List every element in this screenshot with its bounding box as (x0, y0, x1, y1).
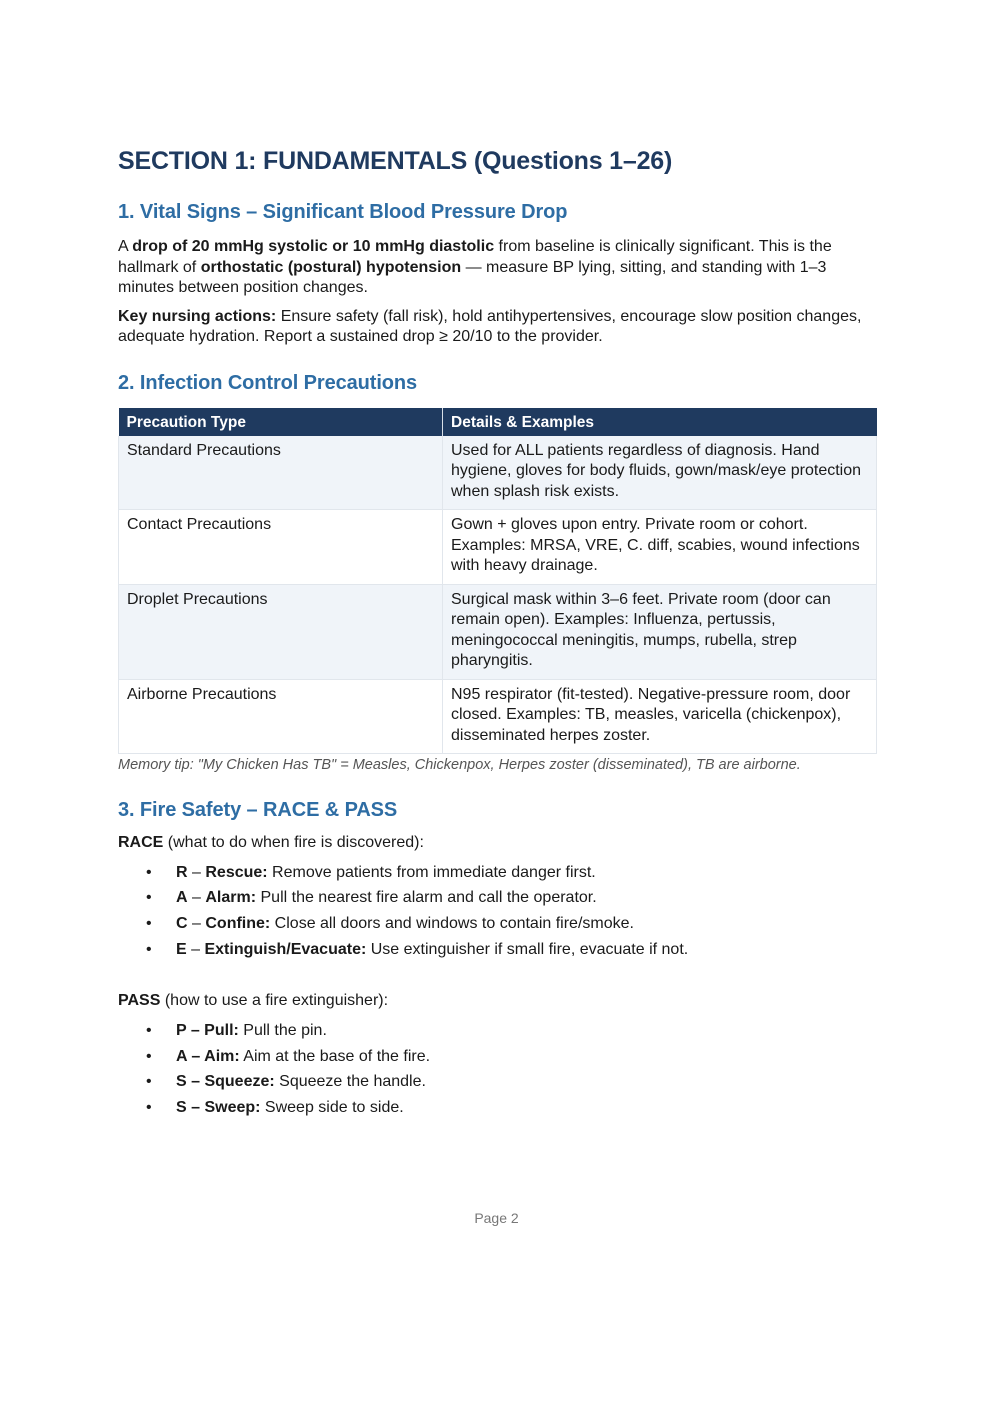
pass-term: S – Sweep: (176, 1098, 261, 1116)
text: A (118, 238, 133, 255)
race-letter: A (176, 889, 188, 907)
list-item (118, 937, 878, 963)
pass-label: PASS (118, 992, 161, 1010)
pass-list (118, 1018, 878, 1121)
pass-text: Sweep side to side. (260, 1098, 404, 1116)
pass-intro (118, 991, 878, 1012)
table-header-row (119, 408, 877, 436)
list-item (118, 860, 878, 886)
text: from baseline is clinically significant. This is the hallmark of (118, 238, 832, 276)
text: Ensure safety (fall risk), hold antihypertensives, encourage slow position changes, adequate hydration. Report a sustained drop ≥ 20/10 to the provider. (118, 307, 862, 345)
separator: – (186, 940, 205, 958)
race-list (118, 860, 878, 963)
list-item (118, 911, 878, 937)
race-text: Pull the nearest fire alarm and call the operator. (256, 889, 597, 907)
list-item (118, 1069, 878, 1095)
vital-signs-paragraph (118, 237, 878, 299)
race-letter: E (176, 940, 187, 958)
text: — measure BP lying, sitting, and standing with 1–3 minutes between position changes. (118, 258, 827, 296)
fire-safety-heading: 3. Fire Safety – RACE & PASS (118, 799, 398, 821)
race-text: Remove patients from immediate danger first. (267, 863, 596, 881)
pass-term: S – Squeeze: (176, 1073, 275, 1091)
precaution-type-cell: Droplet Precautions (119, 584, 443, 679)
key-nursing-actions-paragraph (118, 307, 878, 348)
memory-tip: Memory tip: "My Chicken Has TB" = Measles, Chickenpox, Herpes zoster (disseminated), TB are airborne. (118, 757, 801, 773)
list-item (118, 1095, 878, 1121)
bold-text: drop of 20 mmHg systolic or 10 mmHg diastolic (132, 238, 495, 255)
race-text: Use extinguisher if small fire, evacuate if not. (366, 940, 689, 958)
section-title: SECTION 1: FUNDAMENTALS (Questions 1–26) (118, 147, 673, 175)
bullet-icon: • (146, 1047, 152, 1065)
race-text: Close all doors and windows to contain fire/smoke. (270, 914, 634, 932)
separator: – (187, 863, 206, 881)
pass-text: Squeeze the handle. (274, 1073, 426, 1091)
pass-text: Aim at the base of the fire. (239, 1047, 431, 1065)
race-letter: C (176, 914, 188, 932)
bullet-icon: • (146, 940, 152, 958)
header-details-examples: Details & Examples (443, 408, 877, 436)
race-term: Confine: (205, 914, 271, 932)
race-term: Extinguish/Evacuate: (204, 940, 367, 958)
table-row (119, 436, 877, 510)
precaution-details-cell: N95 respirator (fit-tested). Negative-pressure room, door closed. Examples: TB, measles, varicella (chickenpox), disseminated herpes zoster. (443, 679, 877, 754)
page-content (118, 146, 878, 1121)
vital-signs-heading: 1. Vital Signs – Significant Blood Pressure Drop (118, 201, 568, 223)
bullet-icon: • (146, 1021, 152, 1039)
bullet-icon: • (146, 1098, 152, 1116)
race-term: Rescue: (205, 863, 268, 881)
list-item (118, 1018, 878, 1044)
bullet-icon: • (146, 914, 152, 932)
pass-text: Pull the pin. (238, 1021, 327, 1039)
bold-text: orthostatic (postural) hypotension (200, 258, 462, 276)
list-item (118, 1044, 878, 1070)
bullet-icon: • (146, 863, 152, 881)
precaution-type-cell: Contact Precautions (119, 510, 443, 585)
race-letter: R (176, 863, 188, 881)
table-row (119, 510, 877, 585)
precautions-table (118, 408, 877, 755)
pass-description: (how to use a fire extinguisher): (160, 992, 389, 1010)
precaution-type-cell: Airborne Precautions (119, 679, 443, 754)
pass-term: P – Pull: (176, 1021, 239, 1039)
header-precaution-type: Precaution Type (119, 408, 443, 436)
precaution-details-cell: Used for ALL patients regardless of diagnosis. Hand hygiene, gloves for body fluids, gown/mask/eye protection when splash risk exists. (443, 436, 877, 510)
table-row (119, 679, 877, 754)
page-number: Page 2 (474, 1210, 519, 1226)
separator: – (187, 914, 206, 932)
bold-text: Key nursing actions: (118, 307, 277, 325)
race-term: Alarm: (205, 889, 257, 907)
precaution-type-cell: Standard Precautions (119, 436, 443, 510)
race-description: (what to do when fire is discovered): (163, 834, 424, 851)
pass-term: A – Aim: (176, 1047, 240, 1065)
race-label: RACE (118, 834, 164, 851)
race-intro (118, 833, 878, 854)
table-row (119, 584, 877, 679)
list-item (118, 885, 878, 911)
precaution-details-cell: Gown + gloves upon entry. Private room or cohort. Examples: MRSA, VRE, C. diff, scabies, wound infections with heavy drainage. (443, 510, 877, 585)
separator: – (187, 889, 206, 907)
bullet-icon: • (146, 889, 152, 907)
bullet-icon: • (146, 1073, 152, 1091)
infection-control-heading: 2. Infection Control Precautions (118, 371, 418, 394)
precaution-details-cell: Surgical mask within 3–6 feet. Private room (door can remain open). Examples: Influenza, pertussis, meningococcal meningitis, mumps, rubella, strep pharyngitis. (443, 584, 877, 679)
